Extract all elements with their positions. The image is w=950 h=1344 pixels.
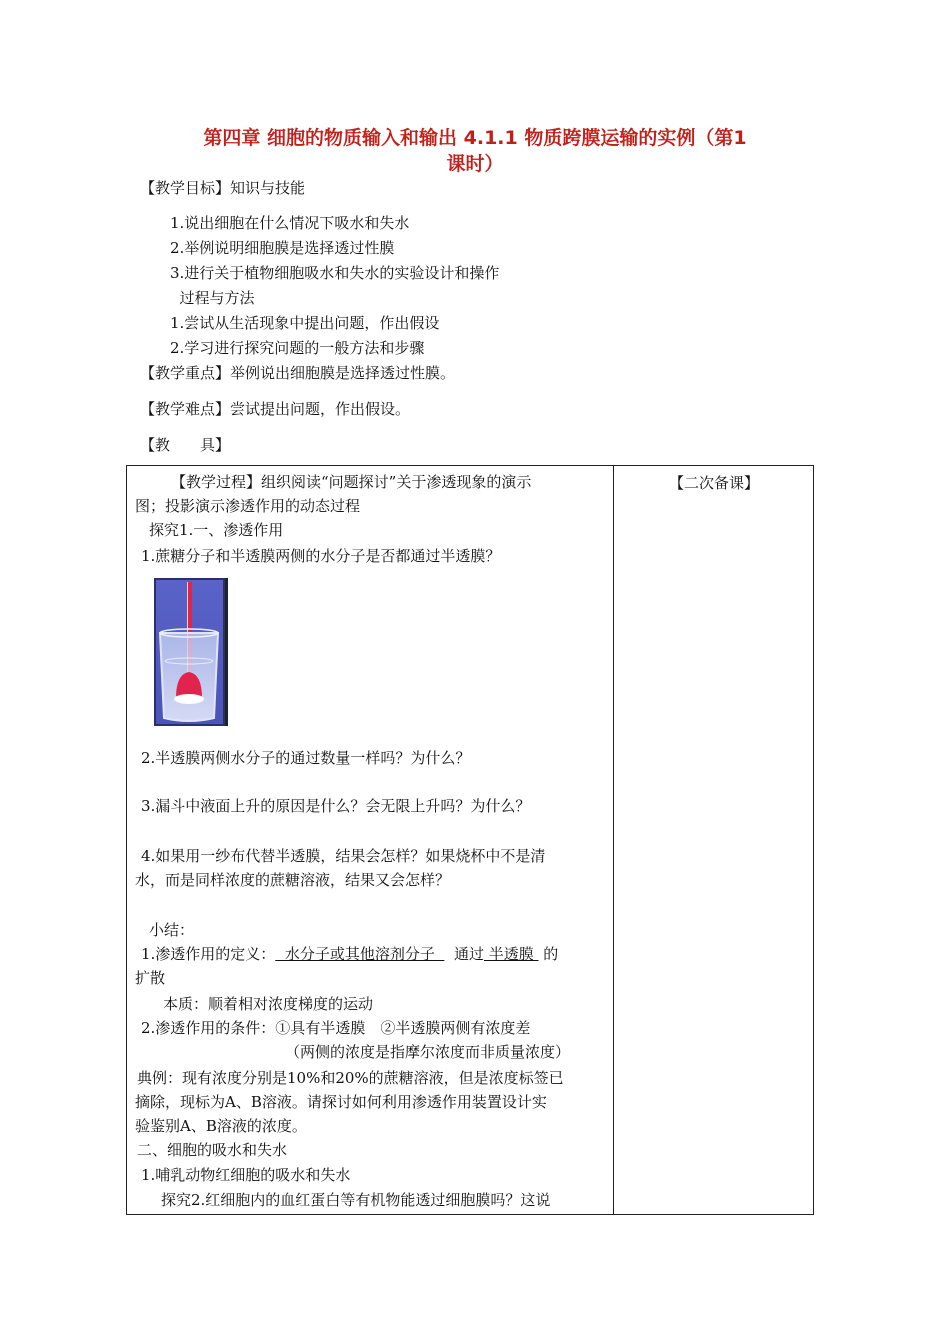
explore-1: 探究1.一、渗透作用 (149, 521, 284, 539)
objective-item: 1.尝试从生活现象中提出问题，作出假设 (170, 314, 440, 332)
osmosis-beaker-image (154, 578, 225, 726)
subsection-1: 1.哺乳动物红细胞的吸水和失水 (141, 1166, 351, 1184)
summary-label: 小结： (149, 921, 195, 939)
conditions-text: 2.渗透作用的条件：①具有半透膜 ②半透膜两侧有浓度差 (141, 1019, 531, 1037)
definition-line: 1.渗透作用的定义： 水分子或其他溶剂分子 通过 半透膜 的 (141, 945, 559, 963)
conditions-note: （两侧的浓度是指摩尔浓度而非质量浓度） (285, 1043, 571, 1061)
objectives-heading: 【教学目标】知识与技能 (140, 179, 306, 197)
objectives-list (170, 212, 499, 362)
column-divider (613, 466, 614, 1214)
explore-2: 探究2.红细胞内的血红蛋白等有机物能透过细胞膜吗？这说 (161, 1191, 551, 1209)
question-4-cont: 水，而是同样浓度的蔗糖溶液，结果又会怎样？ (135, 871, 451, 889)
secondary-prep-heading: 【二次备课】 (668, 474, 759, 492)
essence-text: 本质：顺着相对浓度梯度的运动 (163, 995, 374, 1013)
objective-item: 过程与方法 (170, 289, 255, 307)
objective-item: 1.说出细胞在什么情况下吸水和失水 (170, 214, 410, 232)
question-4: 4.如果用一纱布代替半透膜，结果会怎样？如果烧杯中不是清 (141, 847, 546, 865)
difficulty: 【教学难点】尝试提出问题，作出假设。 (140, 400, 411, 418)
process-text-2: 图；投影演示渗透作用的动态过程 (135, 497, 361, 515)
example-text-3: 验鉴别A、B溶液的浓度。 (135, 1117, 307, 1135)
question-2: 2.半透膜两侧水分子的通过数量一样吗？为什么？ (141, 749, 471, 767)
page-title: 第四章 细胞的物质输入和输出 4.1.1 物质跨膜运输的实例（第1 课时） (203, 127, 747, 175)
key-point: 【教学重点】举例说出细胞膜是选择透过性膜。 (140, 364, 456, 382)
answer-blank-2: 半透膜 (483, 945, 539, 963)
example-text: 典例：现有浓度分别是10%和20%的蔗糖溶液，但是浓度标签已 (137, 1069, 564, 1087)
definition-cont: 扩散 (135, 969, 166, 987)
question-1: 1.蔗糖分子和半透膜两侧的水分子是否都通过半透膜？ (141, 547, 501, 565)
section-2-heading: 二、细胞的吸水和失水 (137, 1141, 288, 1159)
objective-item: 2.举例说明细胞膜是选择透过性膜 (170, 239, 395, 257)
lesson-table (126, 465, 814, 1215)
answer-blank-1: 水分子或其他溶剂分子 (275, 945, 445, 963)
objective-item: 3.进行关于植物细胞吸水和失水的实验设计和操作 (170, 264, 500, 282)
osmosis-figure (154, 578, 228, 726)
question-3: 3.漏斗中液面上升的原因是什么？会无限上升吗？为什么？ (141, 797, 531, 815)
tools: 【教 具】 (140, 436, 231, 454)
process-text: 【教学过程】组织阅读“问题探讨”关于渗透现象的演示 (171, 473, 532, 491)
objective-item: 2.学习进行探究问题的一般方法和步骤 (170, 339, 425, 357)
example-text-2: 摘除，现标为A、B溶液。请探讨如何利用渗透作用装置设计实 (135, 1093, 547, 1111)
